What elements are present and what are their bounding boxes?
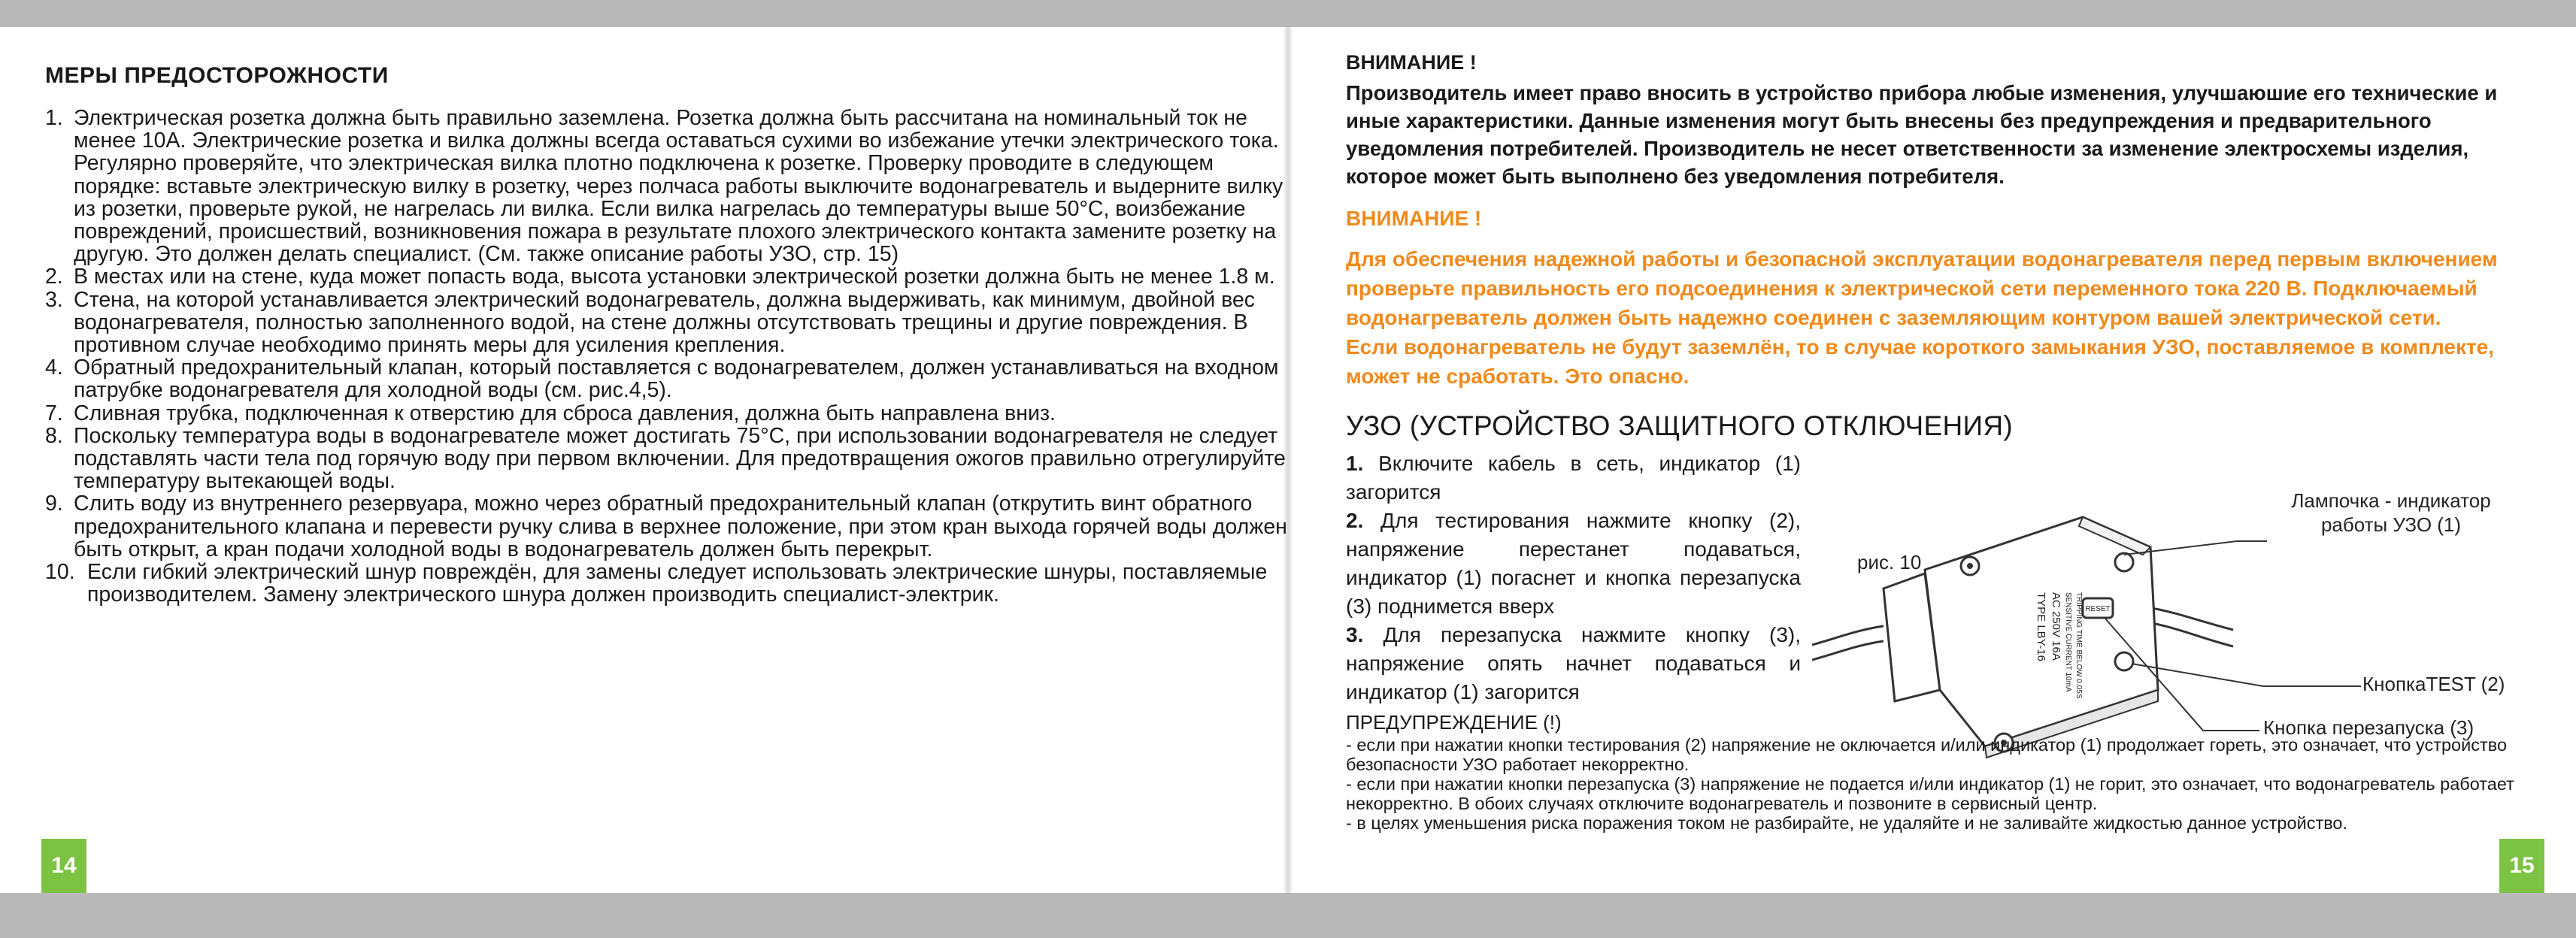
device-tripping-text: TRIPPING TIME BELOW 0.05S: [2074, 592, 2083, 699]
notice-text: Производитель имеет право вносить в устройство прибора любые изменения, улучшаюшие его технические и иные характеристики. Данные изменения могут быть внесены без предупреждения и предварительного уведомления потребителей. Производитель не несет ответственности за изменение электросхемы изделия, которое может быть выполнено без уведомления потребителя.: [1346, 81, 2498, 188]
rcd-title: УЗО (УСТРОЙСТВО ЗАЩИТНОГО ОТКЛЮЧЕНИЯ): [1346, 410, 2014, 441]
precautions-list: [45, 107, 1293, 606]
reset-label: RESET: [2085, 605, 2111, 613]
list-item: 3. Для перезапуска нажмите кнопку (3), напряжение опять начнет подаваться и индикатор (1) загорится: [1346, 623, 1801, 704]
list-item: 10. Если гибкий электрический шнур повреждён, для замены следует использовать электрические шнуры, поставляемые производителем. Замену электрического шнура должен производить специалист-электрик.: [45, 560, 1268, 607]
list-item: 3. Стена, на которой устанавливается электрический водонагреватель, должна выдерживать, как минимум, двойной вес водонагревателя, полностью заполненного водой, на стене должны отсутствовать трещины и другие повреждения. В противном случае необходимо принять меры для усиления крепления.: [45, 287, 1256, 358]
rcd-steps: [1346, 449, 1801, 707]
list-item: - в целях уменьшения риска поражения током не разбирайте, не удаляйте и не заливайте жидкостью данное устройство.: [1346, 813, 2348, 833]
callout-indicator-lamp: Лампочка - индикатор работы УЗО (1): [2291, 489, 2491, 536]
list-item: 1. Электрическая розетка должна быть правильно заземлена. Розетка должна быть рассчитана на номинальный ток не менее 10А. Электрические розетка и вилка должны всегда оставаться сухими во избежание утечки электрического тока. Регулярно проверяйте, что электрическая вилка плотно подключена к розетке. Проверку проводите в следующем порядке: вставьте электрическую вилку в розетку, через полчаса работы выключите водонагреватель и выдерните вилку из розетки, проверьте рукой, не нагрелась ли вилка. Если вилка нагрелась до температуры выше 50°С, воизбежание повреждений, происшествий, возникновения пожара в результате плохого электрического контакта замените розетку на другую. Это должен делать специалист. (См. также описание работы УЗО, стр. 15): [45, 106, 1283, 267]
precautions-title: МЕРЫ ПРЕДОСТОРОЖНОСТИ: [45, 63, 389, 88]
callout-reset-button: Кнопка перезапуска (3): [2263, 716, 2474, 739]
list-item: 1. Включите кабель в сеть, индикатор (1) загорится: [1346, 452, 1802, 504]
attention-text-2: Если водонагреватель не будут заземлён, то в случае короткого замыкания УЗО, поставляемое в комплекте, может не сработать. Это опасно.: [1346, 335, 2495, 388]
warning-block: [1346, 713, 2549, 833]
list-item: 2. В местах или на стене, куда может попасть вода, высота установки электрической розетки должна быть не менее 1.8 м.: [45, 265, 1275, 289]
list-item: - если при нажатии кнопки перезапуска (3) напряжение не подается и/или индикатор (1) не горит, это означает, что водонагреватель работает некорректно. В обоих случаях отключите водонагреватель и позвоните в сервисный центр.: [1346, 774, 2514, 813]
list-item: 7. Сливная трубка, подключенная к отверстию для сброса давления, должна быть направлена вниз.: [45, 401, 1056, 425]
top-band: [0, 0, 2576, 27]
left-page: [45, 63, 1293, 606]
attention-text: Для обеспечения надежной работы и безопасной эксплуатации водонагревателя перед первым включением проверьте правильность его подсоединения к электрической сети переменного тока 220 В. Подключаемый водонагреватель должен быть надежно соединен с заземляющим контуром вашей электрической сети.: [1346, 247, 2498, 329]
notice-title: ВНИМАНИЕ !: [1346, 51, 1477, 74]
list-item: - если при нажатии кнопки тестирования (2) напряжение не оключается и/или индикатор (1) продолжает гореть, это означает, что устройство безопасности УЗО работает некорректно.: [1346, 735, 2508, 774]
page-number-left: 14: [41, 839, 86, 893]
list-item: 2. Для тестирования нажмите кнопку (2), напряжение перестанет подаваться, индикатор (1) погаснет и кнопка перезапуска (3) поднимется вверх: [1346, 509, 1802, 618]
right-page: [1346, 51, 2549, 833]
warning-title: ПРЕДУПРЕЖДЕНИЕ (!): [1346, 711, 1562, 734]
bottom-band: [0, 893, 2576, 938]
device-rating-text: AC 250V 16A: [2050, 592, 2062, 661]
page-number-right: 15: [2499, 839, 2544, 893]
list-item: 9. Слить воду из внутреннего резервуара, можно через обратный предохранительный клапан (открутить винт обратного предохранительного клапана и перевести ручку слива в верхнее положение, при этом кран выхода горячей воды должен быть открыт, а кран подачи холодной воды в водонагреватель должен быть перекрыт.: [45, 492, 1287, 561]
callout-test-button: КнопкаTEST (2): [2362, 673, 2505, 695]
attention-title: ВНИМАНИЕ !: [1346, 207, 1482, 230]
figure-label: рис. 10: [1857, 551, 1922, 573]
list-item: 8. Поскольку температура воды в водонагревателе может достигать 75°С, при использовании водонагревателя не следует подставлять части тела под горячую воду при первом включении. Для предотвращения ожогов правильно отрегулируйте температуру вытекающей воды.: [45, 423, 1286, 494]
device-type-text: TYPE LBY-16: [2035, 592, 2047, 661]
device-sensitivity-text: SENSITIVE CURRENT 10mA: [2064, 592, 2072, 692]
list-item: 4. Обратный предохранительный клапан, который поставляется с водонагревателем, должен устанавливаться на входном патрубке водонагревателя для холодной воды (см. рис.4,5).: [45, 356, 1279, 403]
